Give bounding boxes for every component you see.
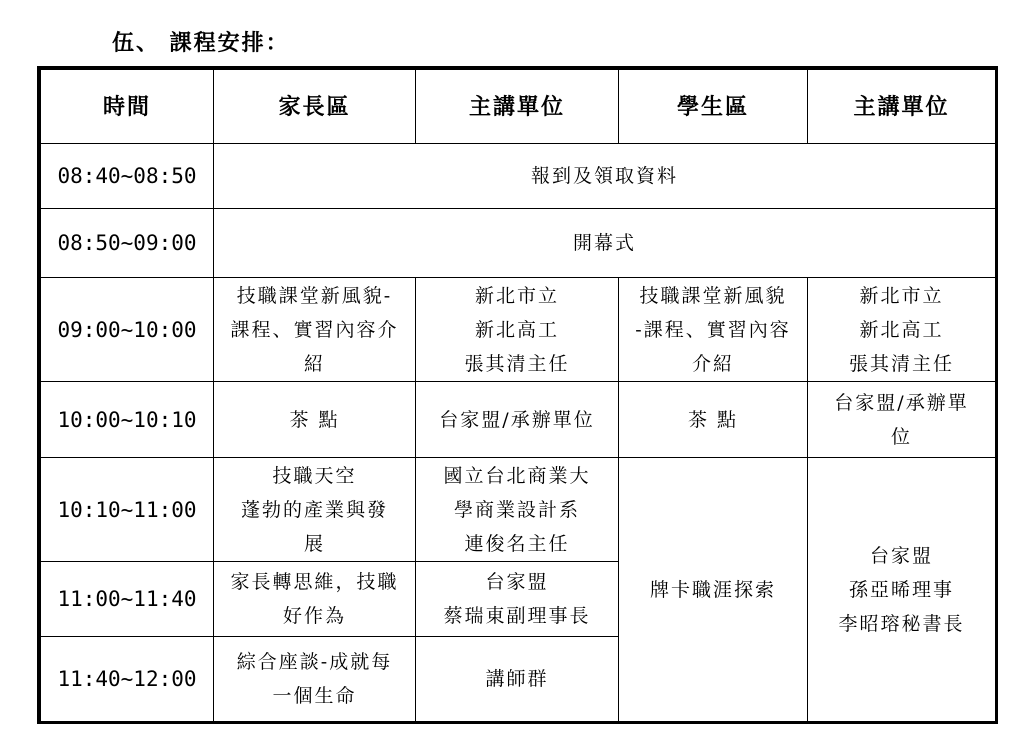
cell-line: 蔡瑞東副理事長: [443, 605, 591, 627]
cell-line: 課程、實習內容介: [230, 318, 399, 341]
time-cell: 11:00~11:40: [41, 562, 214, 637]
time-cell: 10:00~10:10: [41, 382, 214, 458]
time-cell: 10:10~11:00: [41, 458, 214, 562]
cell-line: 新北高工: [474, 318, 559, 341]
parent-speaker-cell: [416, 278, 619, 382]
cell-line: 新北市立: [474, 284, 559, 307]
cell-line: 連俊名主任: [464, 532, 570, 555]
cell-line: 技職課堂新風貌-: [236, 284, 393, 307]
student-speaker-cell: [808, 382, 996, 458]
header-parent-zone: 家長區: [214, 70, 416, 144]
parent-speaker-cell: [416, 458, 619, 562]
table-row: [41, 458, 996, 562]
header-parent-speaker: 主講單位: [416, 70, 619, 144]
cell-line: -課程、實習內容: [635, 318, 791, 341]
parent-session-cell: 茶 點: [214, 382, 416, 458]
student-session-cell: 茶 點: [619, 382, 808, 458]
cell-line: 蓬勃的產業與發: [240, 498, 388, 521]
cell-line: 台家盟: [869, 544, 933, 567]
cell-line: 家長轉思維，技職: [230, 571, 399, 593]
cell-line: 新北高工: [859, 318, 944, 341]
time-cell: 11:40~12:00: [41, 637, 214, 722]
cell-line: 一個生命: [272, 685, 357, 707]
table-row: [41, 209, 996, 278]
header-row: [41, 70, 996, 144]
merged-cell: 報到及領取資料: [214, 144, 996, 209]
cell-line: 學商業設計系: [453, 498, 580, 521]
header-student-speaker: 主講單位: [808, 70, 996, 144]
cell-line: 張其清主任: [464, 352, 570, 375]
cell-line: 技職天空: [272, 464, 357, 487]
student-session-cell: [619, 278, 808, 382]
time-cell: 09:00~10:00: [41, 278, 214, 382]
cell-line: 展: [303, 532, 325, 555]
time-cell: 08:40~08:50: [41, 144, 214, 209]
cell-line: 李昭瑢秘書長: [838, 612, 965, 635]
header-time: 時間: [41, 70, 214, 144]
cell-line: 台家盟: [485, 571, 549, 593]
cell-line: 台家盟/承辦單: [834, 391, 969, 414]
cell-line: 國立台北商業大: [443, 464, 591, 487]
parent-speaker-cell: 台家盟/承辦單位: [416, 382, 619, 458]
header-student-zone: 學生區: [619, 70, 808, 144]
section-heading: 伍、 課程安排：: [112, 30, 290, 56]
schedule-table-frame: [37, 66, 998, 724]
cell-line: 張其清主任: [848, 352, 954, 375]
merged-cell: 開幕式: [214, 209, 996, 278]
parent-session-cell: [214, 278, 416, 382]
cell-line: 好作為: [282, 605, 346, 627]
parent-session-cell: [214, 458, 416, 562]
parent-session-cell: [214, 562, 416, 637]
cell-line: 介紹: [691, 352, 734, 375]
time-cell: 08:50~09:00: [41, 209, 214, 278]
parent-session-cell: [214, 637, 416, 722]
cell-line: 綜合座談-成就每: [236, 651, 393, 673]
schedule-table: [40, 69, 996, 722]
cell-line: 技職課堂新風貌: [639, 284, 787, 307]
table-row: [41, 144, 996, 209]
parent-speaker-cell: [416, 562, 619, 637]
cell-line: 孫亞晞理事: [848, 578, 954, 601]
table-row: [41, 278, 996, 382]
student-block-cell: 牌卡職涯探索: [619, 458, 808, 722]
student-speaker-cell: [808, 278, 996, 382]
student-block-speaker-cell: [808, 458, 996, 722]
parent-speaker-cell: 講師群: [416, 637, 619, 722]
cell-line: 位: [890, 425, 912, 448]
cell-line: 紹: [303, 352, 325, 375]
cell-line: 新北市立: [859, 284, 944, 307]
table-row: [41, 382, 996, 458]
